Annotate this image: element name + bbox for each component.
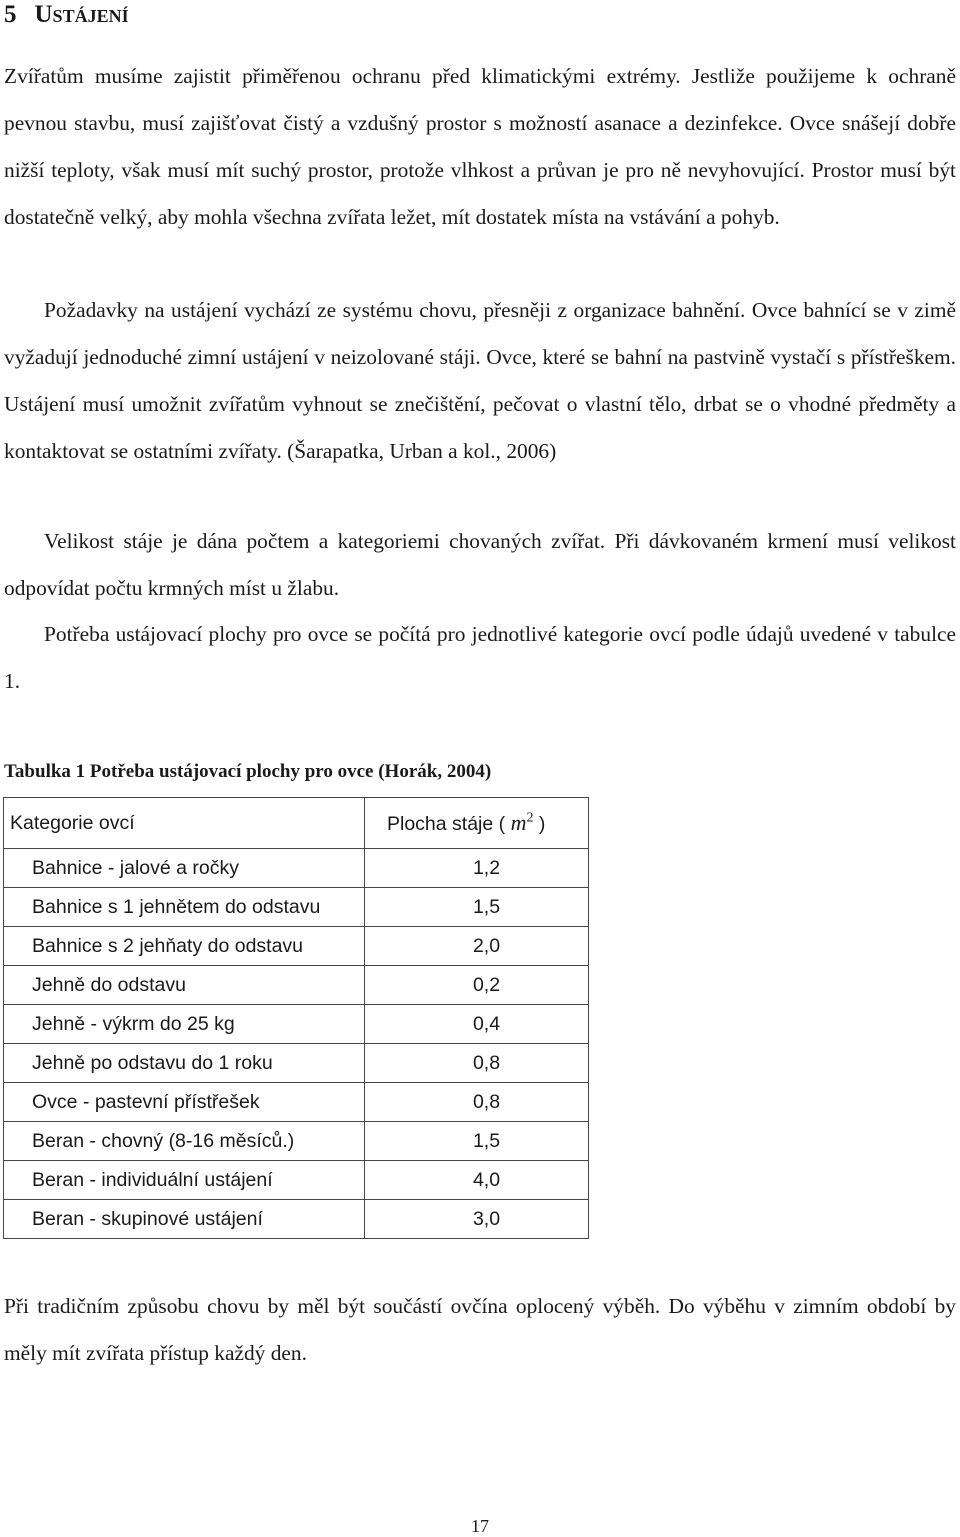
section-heading xyxy=(4,0,129,30)
row-area: 0,4 xyxy=(365,1005,589,1044)
table-row xyxy=(4,1122,589,1161)
area-unit-symbol: m xyxy=(510,810,527,835)
header-area-prefix: Plocha stáje ( xyxy=(387,813,506,835)
row-category: Beran - skupinové ustájení xyxy=(4,1200,365,1239)
row-category: Bahnice - jalové a ročky xyxy=(4,849,365,888)
table-row xyxy=(4,1161,589,1200)
table-row xyxy=(4,1044,589,1083)
row-category: Jehně - výkrm do 25 kg xyxy=(4,1005,365,1044)
row-area: 0,2 xyxy=(365,966,589,1005)
table-row xyxy=(4,927,589,966)
table-row xyxy=(4,1083,589,1122)
area-table xyxy=(3,797,589,1239)
row-category: Jehně po odstavu do 1 roku xyxy=(4,1044,365,1083)
paragraph-protection: Zvířatům musíme zajistit přiměřenou ochranu před klimatickými extrémy. Jestliže použijeme k ochraně pevnou stavbu, musí zajišťovat čistý a vzdušný prostor s možností asanace a dezinfekce. Ovce snášejí dobře nižší teploty, však musí mít suchý prostor, protože vlhkost a průvan je pro ně nevyhovující. Prostor musí být dostatečně velký, aby mohla všechna zvířata ležet, mít dostatek místa na vstávání a pohyb. xyxy=(4,64,956,229)
row-area: 1,5 xyxy=(365,888,589,927)
row-area: 3,0 xyxy=(365,1200,589,1239)
page-number: 17 xyxy=(471,1516,489,1536)
row-category: Beran - chovný (8-16 měsíců.) xyxy=(4,1122,365,1161)
header-category: Kategorie ovcí xyxy=(4,798,365,849)
table-row xyxy=(4,966,589,1005)
table-row xyxy=(4,888,589,927)
row-category: Beran - individuální ustájení xyxy=(4,1161,365,1200)
row-category: Jehně do odstavu xyxy=(4,966,365,1005)
header-area-suffix: ) xyxy=(538,813,546,835)
row-area: 2,0 xyxy=(365,927,589,966)
paragraph-requirements: Požadavky na ustájení vychází ze systému chovu, přesněji z organizace bahnění. Ovce bahnící se v zimě vyžadují jednoduché zimní ustájení v neizolované stáji. Ovce, které se bahní na pastvině vystačí s přístřeškem. Ustájení musí umožnit zvířatům vyhnout se znečištění, pečovat o vlastní tělo, drbat se o vhodné předměty a kontaktovat se ostatními zvířaty. (Šarapatka, Urban a kol., 2006) xyxy=(4,298,956,463)
row-area: 1,5 xyxy=(365,1122,589,1161)
paragraph-area-need: Potřeba ustájovací plochy pro ovce se počítá pro jednotlivé kategorie ovcí podle údajů uvedené v tabulce 1. xyxy=(4,622,956,693)
row-area: 0,8 xyxy=(365,1083,589,1122)
table-row xyxy=(4,1005,589,1044)
row-category: Bahnice s 1 jehnětem do odstavu xyxy=(4,888,365,927)
row-category: Bahnice s 2 jehňaty do odstavu xyxy=(4,927,365,966)
table-header-row xyxy=(4,798,589,849)
table-caption: Tabulka 1 Potřeba ustájovací plochy pro ovce (Horák, 2004) xyxy=(4,761,492,782)
section-title: Ustájení xyxy=(34,1,129,28)
row-area: 1,2 xyxy=(365,849,589,888)
paragraph-stable-size: Velikost stáje je dána počtem a kategoriemi chovaných zvířat. Při dávkovaném krmení musí velikost odpovídat počtu krmných míst u žlabu. xyxy=(4,529,956,600)
area-unit-exponent: 2 xyxy=(526,810,534,826)
table-row xyxy=(4,849,589,888)
row-category: Ovce - pastevní přístřešek xyxy=(4,1083,365,1122)
paragraph-paddock: Při tradičním způsobu chovu by měl být součástí ovčína oplocený výběh. Do výběhu v zimním období by měly mít zvířata přístup každý den. xyxy=(4,1294,956,1365)
row-area: 0,8 xyxy=(365,1044,589,1083)
table-row xyxy=(4,1200,589,1239)
row-area: 4,0 xyxy=(365,1161,589,1200)
section-number: 5 xyxy=(4,1,17,28)
header-area xyxy=(365,798,589,849)
area-unit xyxy=(511,810,534,835)
